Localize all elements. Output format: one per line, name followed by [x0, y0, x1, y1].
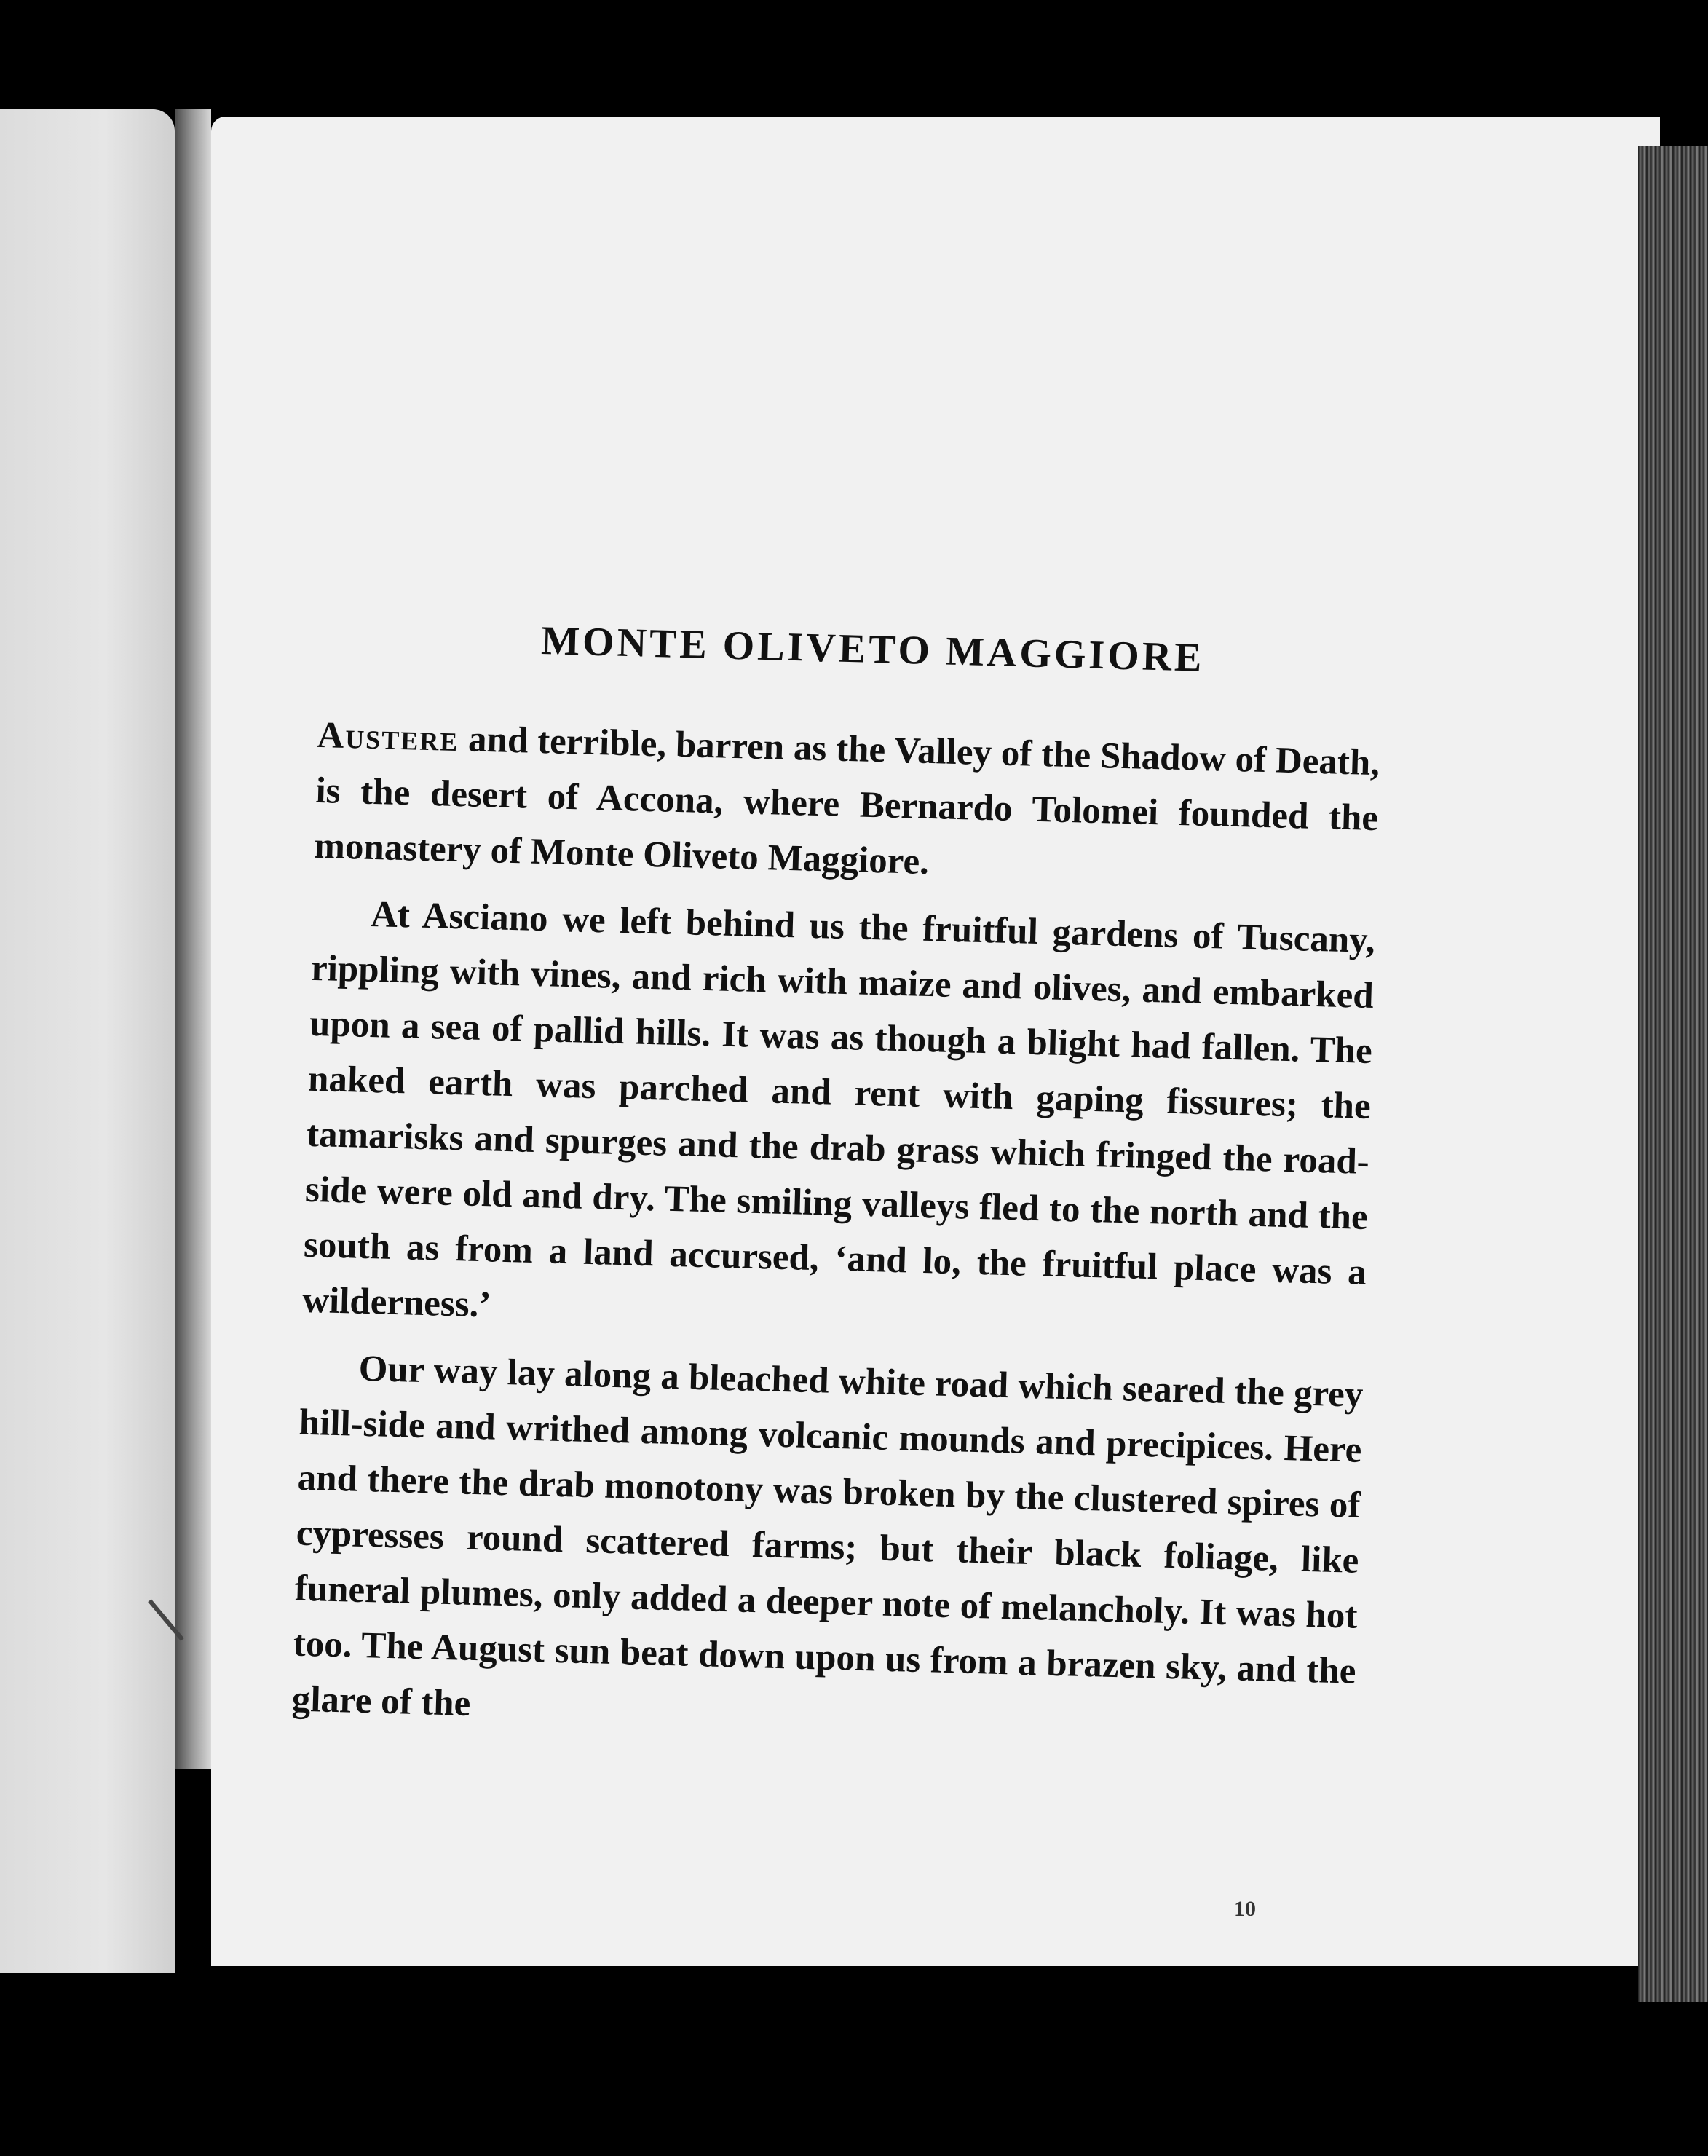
left-page-edge — [0, 109, 175, 1973]
paragraph-1 — [314, 708, 1380, 901]
book-gutter — [175, 109, 211, 1769]
paragraph-1-text: and terrible, barren as the Valley of the Shadow of Death, is the desert of Accona, where Bernardo Tolomei founded the monastery of Monte Oliveto Maggiore. — [313, 719, 1380, 882]
chapter-title: MONTE OLIVETO MAGGIORE — [540, 617, 1206, 681]
page-number: 10 — [1234, 1897, 1256, 1921]
paragraph-3: Our way lay along a bleached white road which seared the grey hill-side and writhed among volcanic mounds and precipices. Here and there the drab monotony was broken by the clustered spires of cypresses round scattered farms; but their black foliage, like funeral plumes, only added a deeper note of melancholy. It was hot too. The August sun beat down upon us from a brazen sky, and the glare of the — [291, 1348, 1364, 1724]
page-edges — [1638, 146, 1708, 2002]
paragraph-2: At Asciano we left behind us the fruitful gardens of Tuscany, rippling with vines, and rich with maize and olives, and embarked upon a sea of pallid hills. It was as though a blight had fallen. The naked earth was parched and rent with gaping fissures; the tamarisks and spurges and the drab grass which fringed the road-side were old and dry. The smiling valleys fled to the north and the south as from a land accursed, ‘and lo, the fruitful place was a wilderness.’ — [301, 893, 1376, 1326]
page-text-block — [291, 612, 1383, 1755]
drop-word: Austere — [316, 714, 460, 760]
